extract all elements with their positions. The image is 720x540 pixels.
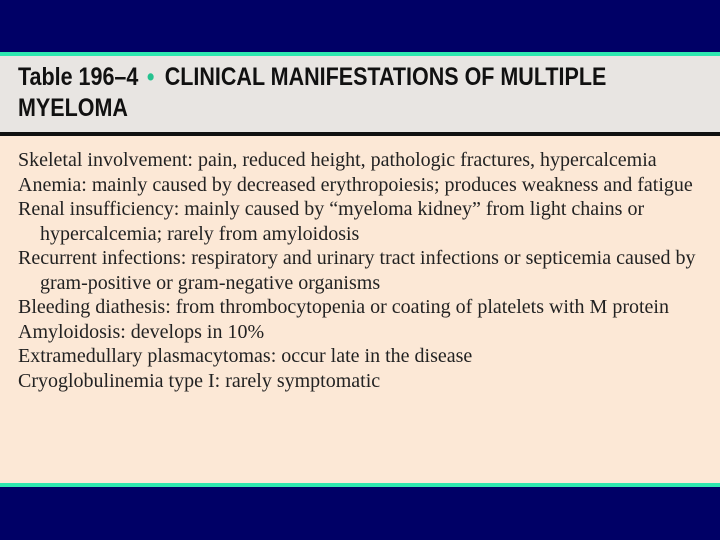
manifestations-list — [18, 148, 708, 393]
list-item: Recurrent infections: respiratory and urinary tract infections or septicemia caused by gram-positive or gram-negative organisms — [18, 247, 696, 294]
list-item: Cryoglobulinemia type I: rarely symptomatic — [18, 369, 381, 392]
table-number: Table 196–4 — [18, 63, 139, 91]
bottom-accent-rule — [0, 483, 720, 487]
list-item: Amyloidosis: develops in 10% — [18, 320, 265, 343]
list-item: Renal insufficiency: mainly caused by “myeloma kidney” from light chains or hypercalcemia; rarely from amyloidosis — [18, 198, 645, 245]
list-item: Bleeding diathesis: from thrombocytopenia or coating of platelets with M protein — [18, 296, 669, 318]
title-bullet-icon: • — [146, 63, 155, 91]
list-item: Extramedullary plasmacytomas: occur late in the disease — [18, 345, 473, 367]
table-title — [18, 62, 611, 124]
list-item: Anemia: mainly caused by decreased erythropoiesis; produces weakness and fatigue — [18, 173, 693, 196]
list-item: Skeletal involvement: pain, reduced height, pathologic fractures, hypercalcemia — [18, 149, 657, 171]
table-heading: CLINICAL MANIFESTATIONS OF MULTIPLE MYELOMA — [18, 63, 607, 122]
